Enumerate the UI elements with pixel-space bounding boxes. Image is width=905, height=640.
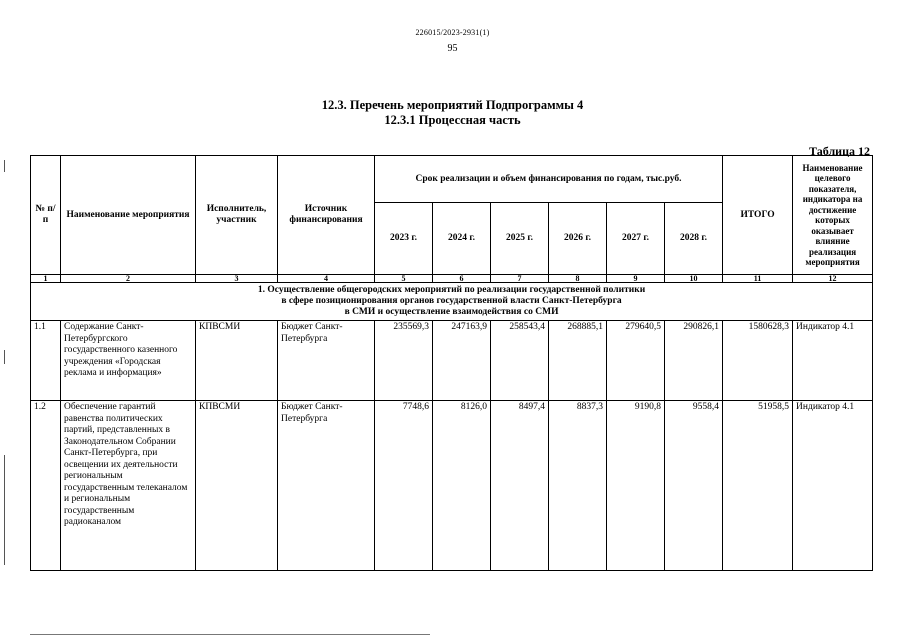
- column-numbers-row: [31, 275, 873, 283]
- table-label: Таблица 12: [809, 144, 870, 158]
- section-title-line: в СМИ и осуществление взаимодействия со СМИ: [344, 307, 559, 317]
- col-header-indicator: Наименование целевого показателя, индикатора на достижение которых оказывает влияние реализация мероприятия: [793, 156, 873, 275]
- scan-margin-mark: [4, 160, 5, 172]
- funding-source: Бюджет Санкт-Петербурга: [278, 401, 375, 571]
- column-number: 9: [607, 275, 665, 283]
- column-number: 8: [549, 275, 607, 283]
- col-header-year: 2026 г.: [549, 203, 607, 275]
- document-id: 226015/2023-2931(1): [415, 28, 490, 37]
- executor: КПВСМИ: [196, 321, 278, 401]
- year-value: 7748,6: [375, 401, 433, 571]
- column-number: 6: [433, 275, 491, 283]
- col-header-source: Источник финансирования: [278, 156, 375, 275]
- section-title-line: в сфере позиционирования органов государственной власти Санкт-Петербурга: [281, 296, 622, 306]
- col-header-year: 2023 г.: [375, 203, 433, 275]
- indicator: Индикатор 4.1: [793, 401, 873, 571]
- title-line-2: 12.3.1 Процессная часть: [384, 113, 521, 127]
- year-value: 258543,4: [491, 321, 549, 401]
- activity-name: Содержание Санкт-Петербургского государственного казенного учреждения «Городская реклама и информация»: [61, 321, 196, 401]
- scan-bottom-line: [30, 634, 430, 635]
- title-line-1: 12.3. Перечень мероприятий Подпрограммы 4: [321, 98, 584, 112]
- year-value: 290826,1: [665, 321, 723, 401]
- total-value: 51958,5: [723, 401, 793, 571]
- col-header-num: № п/п: [31, 156, 61, 275]
- year-value: 247163,9: [433, 321, 491, 401]
- column-number: 7: [491, 275, 549, 283]
- year-value: 8497,4: [491, 401, 549, 571]
- column-number: 5: [375, 275, 433, 283]
- col-header-year: 2028 г.: [665, 203, 723, 275]
- activities-table: [30, 155, 873, 571]
- table-header-row-1: [31, 156, 873, 203]
- column-number: 10: [665, 275, 723, 283]
- table-row: [31, 401, 873, 571]
- section-header-row: [31, 283, 873, 321]
- page-title: [0, 98, 905, 128]
- column-number: 12: [793, 275, 873, 283]
- indicator: Индикатор 4.1: [793, 321, 873, 401]
- executor: КПВСМИ: [196, 401, 278, 571]
- col-header-name: Наименование мероприятия: [61, 156, 196, 275]
- year-value: 279640,5: [607, 321, 665, 401]
- year-value: 268885,1: [549, 321, 607, 401]
- col-header-year: 2027 г.: [607, 203, 665, 275]
- year-value: 9190,8: [607, 401, 665, 571]
- table-row: [31, 321, 873, 401]
- col-header-year: 2024 г.: [433, 203, 491, 275]
- page-number: 95: [447, 43, 458, 54]
- column-number: 1: [31, 275, 61, 283]
- year-value: 8837,3: [549, 401, 607, 571]
- year-value: 9558,4: [665, 401, 723, 571]
- col-header-year: 2025 г.: [491, 203, 549, 275]
- col-header-total: ИТОГО: [723, 156, 793, 275]
- row-number: 1.1: [31, 321, 61, 401]
- section-title: [31, 283, 873, 321]
- section-title-line: 1. Осуществление общегородских мероприятий по реализации государственной политики: [257, 285, 646, 295]
- col-header-period: Срок реализации и объем финансирования по годам, тыс.руб.: [375, 156, 723, 203]
- column-number: 3: [196, 275, 278, 283]
- scan-margin-mark: [4, 455, 5, 565]
- column-number: 4: [278, 275, 375, 283]
- row-number: 1.2: [31, 401, 61, 571]
- total-value: 1580628,3: [723, 321, 793, 401]
- column-number: 11: [723, 275, 793, 283]
- scan-margin-mark: [4, 350, 5, 364]
- funding-source: Бюджет Санкт-Петербурга: [278, 321, 375, 401]
- col-header-executor: Исполнитель, участник: [196, 156, 278, 275]
- year-value: 8126,0: [433, 401, 491, 571]
- year-value: 235569,3: [375, 321, 433, 401]
- activity-name: Обеспечение гарантий равенства политических партий, представленных в Законодательном Собрании Санкт-Петербурга, при освещении их деятельности региональным государственным телеканалом и региональным государственным радиоканалом: [61, 401, 196, 571]
- column-number: 2: [61, 275, 196, 283]
